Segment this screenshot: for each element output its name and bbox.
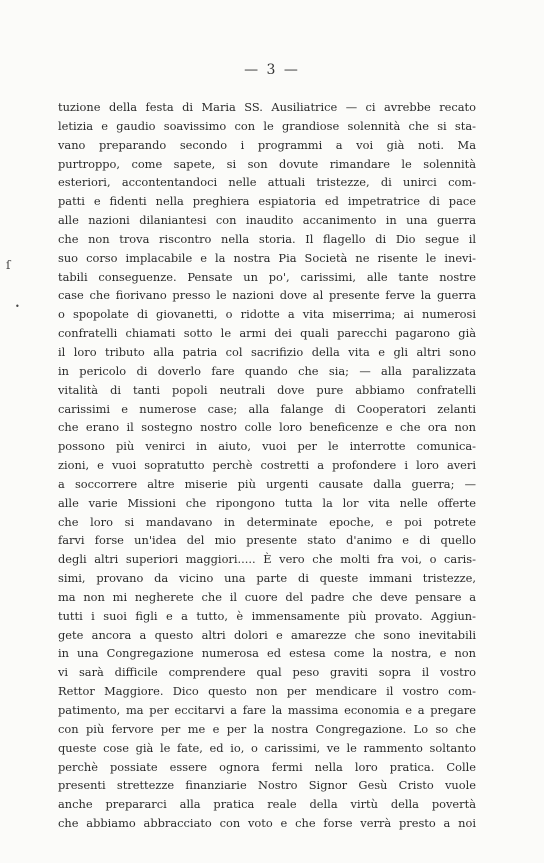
text-line: patti e fidenti nella preghiera espiatoria ed impetratrice di pace — [58, 194, 476, 209]
text-line: o spopolate di giovanetti, o ridotte a vita miserrima; ai numerosi — [58, 307, 476, 322]
text-line: gete ancora a questo altri dolori e amarezze che sono inevitabili — [58, 627, 476, 642]
text-line: queste cose già le fate, ed io, o carissimi, ve le rammento soltanto — [58, 740, 476, 755]
text-line: in una Congregazione numerosa ed estesa come la nostra, e non — [58, 646, 476, 661]
text-line: anche prepararci alla pratica reale della virtù della povertà — [58, 797, 476, 812]
text-line: a soccorrere altre miserie più urgenti causate dalla guerra; — — [58, 476, 476, 491]
text-line: vitalità di tanti popoli neutrali dove pure abbiamo confratelli — [58, 382, 476, 397]
body-text — [58, 98, 476, 833]
text-line: perchè possiate essere ognora fermi nella loro pratica. Colle — [58, 759, 476, 774]
text-line: con più fervore per me e per la nostra Congregazione. Lo so che — [58, 721, 476, 736]
text-line: suo corso implacabile e la nostra Pia Società ne risente le inevi- — [58, 250, 476, 265]
text-line: ma non mi negherete che il cuore del padre che deve pensare a — [58, 589, 476, 604]
text-line: vano preparando secondo i programmi a voi già noti. Ma — [58, 137, 476, 152]
text-line: che loro si mandavano in determinate epoche, e poi potrete — [58, 514, 476, 529]
text-line: zioni, e vuoi sopratutto perchè costretti a profondere i loro averi — [58, 458, 476, 473]
text-line: simi, provano da vicino una parte di queste immani tristezze, — [58, 571, 476, 586]
text-line: degli altri superiori maggiori..... È vero che molti fra voi, o caris- — [58, 552, 476, 567]
text-line: il loro tributo alla patria col sacrifizio della vita e gli altri sono — [58, 344, 476, 359]
text-line: patimento, ma per eccitarvi a fare la massima economia e a pregare — [58, 703, 476, 717]
margin-mark-lower: • — [15, 302, 20, 311]
text-line: alle varie Missioni che ripongono tutta la lor vita nelle offerte — [58, 495, 476, 510]
text-line: purtroppo, come sapete, si son dovute rimandare le solennità — [58, 156, 476, 171]
text-line: tutti i suoi figli e a tutto, è immensamente più provato. Aggiun- — [58, 608, 476, 623]
text-line: carissimi e numerose case; alla falange di Cooperatori zelanti — [58, 401, 476, 416]
text-line: possono più venirci in aiuto, vuoi per le interrotte comunica- — [58, 439, 476, 454]
text-line: che erano il sostegno nostro colle loro beneficenze e che ora non — [58, 420, 476, 435]
text-line: alle nazioni dilaniantesi con inaudito accanimento in una guerra — [58, 213, 476, 228]
text-line: presenti strettezze finanziarie Nostro Signor Gesù Cristo vuole — [58, 778, 476, 793]
text-line: che non trova riscontro nella storia. Il flagello di Dio segue il — [58, 231, 476, 246]
text-line: case che fiorivano presso le nazioni dove al presente ferve la guerra — [58, 288, 476, 303]
text-line: letizia e gaudio soavissimo con le grandiose solennità che si sta- — [58, 118, 476, 133]
text-line: che abbiamo abbracciato con voto e che forse verrà presto a noi — [58, 816, 476, 831]
text-line: Rettor Maggiore. Dico questo non per mendicare il vostro com- — [58, 684, 476, 699]
text-line: confratelli chiamati sotto le armi dei quali parecchi pagarono già — [58, 326, 476, 341]
margin-mark-upper: ſ — [6, 258, 11, 272]
text-line: tuzione della festa di Maria SS. Ausiliatrice — ci avrebbe recato — [58, 100, 476, 114]
text-line: in pericolo di doverlo fare quando che sia; — alla paralizzata — [58, 363, 476, 378]
text-line: vi sarà difficile comprendere qual peso graviti sopra il vostro — [58, 665, 476, 680]
page-number: — 3 — — [244, 62, 300, 78]
text-line: farvi forse un'idea del mio presente stato d'animo e di quello — [58, 533, 476, 548]
text-line: esteriori, accontentandoci nelle attuali tristezze, di unirci com- — [58, 175, 476, 190]
text-line: tabili conseguenze. Pensate un po', carissimi, alle tante nostre — [58, 269, 476, 284]
